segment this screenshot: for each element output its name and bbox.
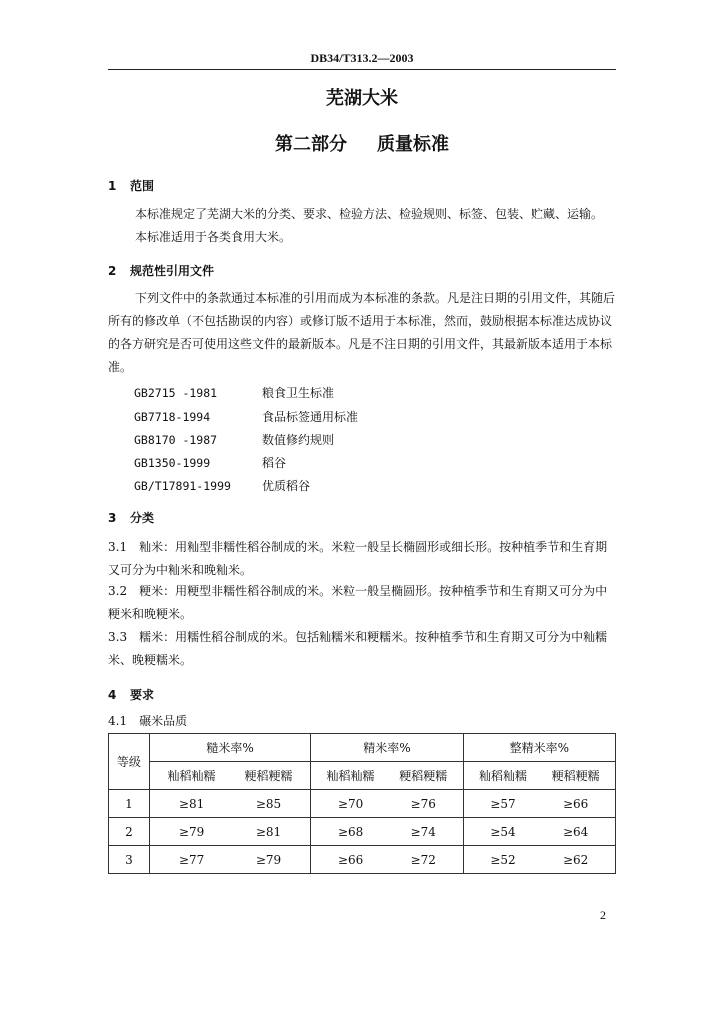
group-header: 精米率%: [311, 734, 463, 762]
section-1-paragraph-1: 本标准规定了芜湖大米的分类、要求、检验方法、检验规则、标签、包装、贮藏、运输。: [135, 207, 604, 221]
grade-cell: 2: [109, 818, 150, 846]
section-heading-3: 3 分类: [108, 511, 155, 525]
section-heading-1: 1 范围: [108, 179, 155, 193]
sub-header-cell: 籼稻籼糯 粳稻粳糯: [311, 762, 463, 790]
group-header: 整精米率%: [463, 734, 615, 762]
value-cell: ≥77 ≥79: [149, 846, 310, 874]
section-2-paragraph: 下列文件中的条款通过本标准的引用而成为本标准的条款。凡是注日期的引用文件，其随后所有的修改单（不包括勘误的内容）或修订版不适用于本标准，然而，鼓励根据本标准达成协议的各方研究是否可使用这些文件的最新版本。凡是不注日期的引用文件，其最新版本适用于本标准。: [108, 291, 616, 374]
reference-item: GB7718-1994 食品标签通用标准: [134, 410, 359, 424]
sub-header-cell: 籼稻籼糯 粳稻粳糯: [463, 762, 615, 790]
value-cell: ≥79 ≥81: [149, 818, 310, 846]
value-cell: ≥68 ≥74: [311, 818, 463, 846]
reference-item: GB2715 -1981 粮食卫生标准: [134, 386, 335, 400]
section-heading-4: 4 要求: [108, 688, 155, 702]
section-1-paragraph-2: 本标准适用于各类食用大米。: [135, 230, 292, 244]
section-3-paragraph-2: 3.2 粳米：用粳型非糯性稻谷制成的米。米粒一般呈椭圆形。按种植季节和生育期又可分为中粳米和晚粳米。: [108, 584, 608, 621]
part-subtitle: 质量标准: [377, 134, 449, 155]
table-row: [109, 818, 616, 846]
section-3-paragraph-1: 3.1 籼米：用籼型非糯性稻谷制成的米。米粒一般呈长椭圆形或细长形。按种植季节和生育期又可分为中籼米和晚籼米。: [108, 540, 608, 577]
value-cell: ≥70 ≥76: [311, 790, 463, 818]
grade-cell: 1: [109, 790, 150, 818]
section-heading-2: 2 规范性引用文件: [108, 264, 215, 278]
reference-item: GB/T17891-1999 优质稻谷: [134, 479, 311, 493]
value-cell: ≥57 ≥66: [463, 790, 615, 818]
table-row: [109, 846, 616, 874]
page-number: 2: [600, 908, 606, 922]
value-cell: ≥52 ≥62: [463, 846, 615, 874]
reference-item: GB8170 -1987 数值修约规则: [134, 433, 335, 447]
header-divider: [108, 69, 616, 70]
document-code-header: DB34/T313.2—2003: [310, 51, 414, 65]
document-title: 芜湖大米: [326, 88, 398, 109]
grade-header: 等级: [109, 734, 150, 790]
milling-quality-table: [108, 733, 616, 874]
section-3-paragraph-3: 3.3 糯米：用糯性稻谷制成的米。包括籼糯米和粳糯米。按种植季节和生育期又可分为中籼糯米、晚粳糯米。: [108, 630, 608, 667]
part-title: [108, 130, 616, 156]
sub-header-cell: 籼稻籼糯 粳稻粳糯: [149, 762, 310, 790]
reference-item: GB1350-1999 稻谷: [134, 456, 287, 470]
value-cell: ≥81 ≥85: [149, 790, 310, 818]
group-header: 糙米率%: [149, 734, 310, 762]
grade-cell: 3: [109, 846, 150, 874]
value-cell: ≥54 ≥64: [463, 818, 615, 846]
value-cell: ≥66 ≥72: [311, 846, 463, 874]
subsection-4-1: 4.1 碾米品质: [108, 714, 188, 728]
part-label: 第二部分: [275, 134, 347, 155]
table-row: [109, 790, 616, 818]
